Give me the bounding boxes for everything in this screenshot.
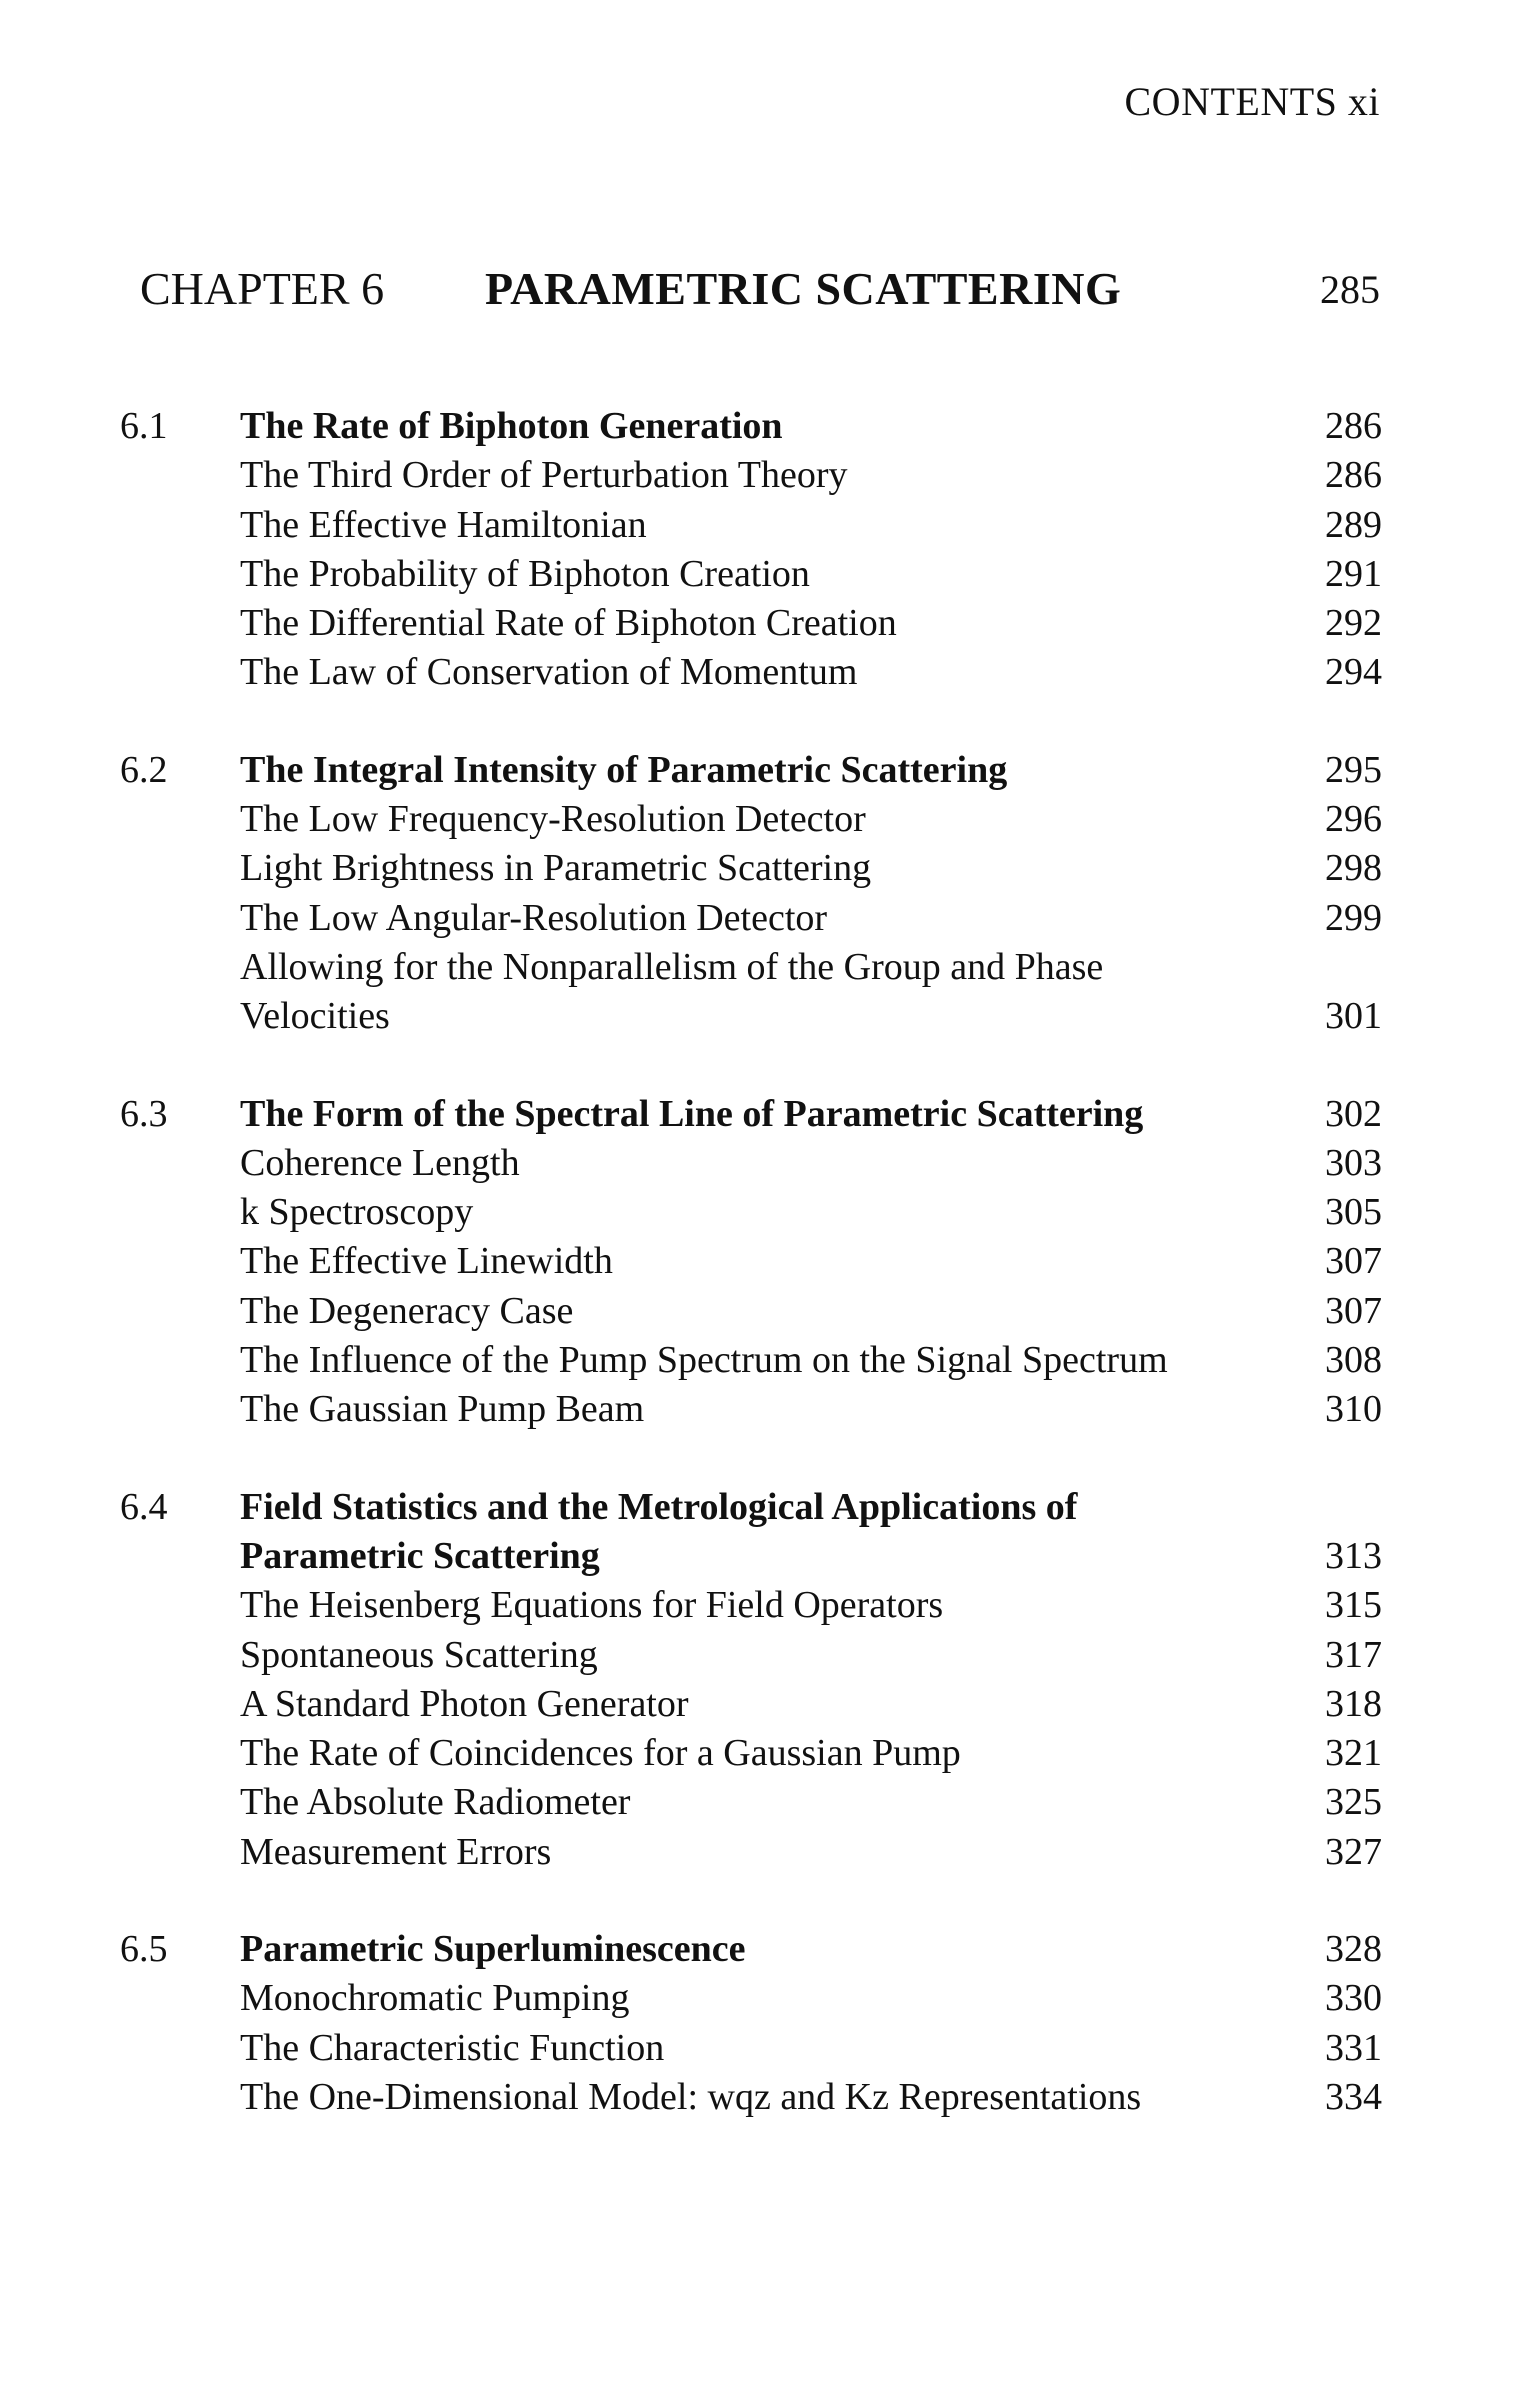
entry-page: 330	[1325, 1977, 1382, 2020]
toc-entry[interactable]	[120, 451, 1382, 500]
toc-entry[interactable]	[120, 844, 1382, 893]
toc-entry[interactable]	[120, 894, 1382, 943]
section-number: 6.1	[120, 405, 168, 447]
toc-entry[interactable]	[120, 1680, 1382, 1729]
toc-entry[interactable]	[120, 501, 1382, 550]
entry-title: The Rate of Biphoton Generation	[240, 405, 783, 447]
section-number: 6.5	[120, 1928, 168, 1971]
section-number: 6.3	[120, 1092, 168, 1135]
section-6-5	[120, 1925, 1382, 2122]
section-number: 6.2	[120, 748, 168, 791]
toc-entry[interactable]	[120, 2024, 1382, 2073]
entry-page: 303	[1325, 1141, 1382, 1184]
entry-title: The Effective Linewidth	[240, 1240, 613, 1283]
entry-title: Coherence Length	[240, 1141, 520, 1184]
entry-title: Spontaneous Scattering	[240, 1633, 598, 1676]
entry-title: k Spectroscopy	[240, 1191, 474, 1234]
entry-page: 291	[1325, 552, 1382, 595]
entry-title: Monochromatic Pumping	[240, 1977, 630, 2020]
toc-entry[interactable]	[120, 992, 1382, 1041]
entry-page: 331	[1325, 2026, 1382, 2069]
toc-entry[interactable]	[120, 599, 1382, 648]
section-heading[interactable]	[120, 1483, 1382, 1532]
entry-page: 296	[1325, 798, 1382, 841]
entry-page: 310	[1325, 1388, 1382, 1431]
entry-page: 299	[1325, 896, 1382, 939]
entry-title: Parametric Scattering	[240, 1534, 600, 1577]
running-head: CONTENTS xi	[1124, 79, 1380, 124]
entry-title: Allowing for the Nonparallelism of the Group and Phase	[240, 945, 1104, 988]
section-6-2	[120, 746, 1382, 1042]
entry-page: 301	[1325, 995, 1382, 1038]
entry-title: Parametric Superluminescence	[240, 1928, 746, 1971]
entry-title: The Integral Intensity of Parametric Scattering	[240, 748, 1008, 791]
section-heading[interactable]	[120, 402, 1382, 451]
toc-entry[interactable]	[120, 1336, 1382, 1385]
toc-entry[interactable]	[120, 1385, 1382, 1434]
toc-entry[interactable]	[120, 648, 1382, 697]
section-heading[interactable]	[120, 746, 1382, 795]
entry-title: The Rate of Coincidences for a Gaussian Pump	[240, 1732, 961, 1775]
entry-page: 308	[1325, 1339, 1382, 1382]
entry-page: 292	[1325, 602, 1382, 645]
entry-title: Light Brightness in Parametric Scattering	[240, 847, 872, 890]
section-6-4	[120, 1483, 1382, 1877]
entry-title: The Gaussian Pump Beam	[240, 1388, 645, 1431]
entry-title: The Low Frequency-Resolution Detector	[240, 798, 866, 841]
entry-title: The Third Order of Perturbation Theory	[240, 454, 848, 497]
entry-page: 294	[1325, 651, 1382, 694]
chapter-page-number: 285	[1320, 267, 1380, 312]
entry-page: 286	[1325, 405, 1382, 447]
entry-page: 295	[1325, 748, 1382, 791]
toc-entry[interactable]	[120, 1237, 1382, 1286]
entry-page: 327	[1325, 1830, 1382, 1873]
entry-page: 328	[1325, 1928, 1382, 1971]
entry-page: 286	[1325, 454, 1382, 497]
chapter-heading	[140, 262, 1380, 322]
toc-entry[interactable]	[120, 1729, 1382, 1778]
toc-entry[interactable]	[120, 1778, 1382, 1827]
chapter-title: PARAMETRIC SCATTERING	[485, 263, 1122, 314]
entry-title: A Standard Photon Generator	[240, 1682, 689, 1725]
section-number: 6.4	[120, 1485, 168, 1528]
entry-title: The Differential Rate of Biphoton Creation	[240, 602, 897, 645]
entry-page: 334	[1325, 2075, 1382, 2118]
entry-page: 289	[1325, 503, 1382, 546]
entry-page: 313	[1325, 1534, 1382, 1577]
toc-entry[interactable]	[120, 1581, 1382, 1630]
entry-title: The Absolute Radiometer	[240, 1781, 631, 1824]
entry-title: Velocities	[240, 995, 390, 1038]
entry-page: 307	[1325, 1240, 1382, 1283]
section-6-1	[120, 402, 1382, 698]
entry-page: 325	[1325, 1781, 1382, 1824]
section-heading-continued[interactable]	[120, 1532, 1382, 1581]
toc-entry[interactable]	[120, 550, 1382, 599]
entry-title: The Influence of the Pump Spectrum on the Signal Spectrum	[240, 1339, 1168, 1382]
section-6-3	[120, 1090, 1382, 1435]
toc-entry[interactable]	[120, 1631, 1382, 1680]
entry-page: 298	[1325, 847, 1382, 890]
entry-page: 307	[1325, 1289, 1382, 1332]
toc-entry[interactable]	[120, 1188, 1382, 1237]
entry-title: Field Statistics and the Metrological Applications of	[240, 1485, 1078, 1528]
entry-title: Measurement Errors	[240, 1830, 552, 1873]
toc-entry[interactable]	[120, 2073, 1382, 2122]
section-heading[interactable]	[120, 1925, 1382, 1974]
entry-title: The Probability of Biphoton Creation	[240, 552, 810, 595]
toc-entry[interactable]	[120, 1139, 1382, 1188]
toc-entry[interactable]	[120, 1287, 1382, 1336]
toc-entry[interactable]	[120, 795, 1382, 844]
entry-page: 315	[1325, 1584, 1382, 1627]
entry-page: 305	[1325, 1191, 1382, 1234]
entry-title: The Law of Conservation of Momentum	[240, 651, 858, 694]
entry-page: 318	[1325, 1682, 1382, 1725]
entry-title: The Low Angular-Resolution Detector	[240, 896, 828, 939]
table-of-contents	[120, 402, 1382, 2170]
toc-entry[interactable]	[120, 943, 1382, 992]
toc-entry[interactable]	[120, 1828, 1382, 1877]
section-heading[interactable]	[120, 1090, 1382, 1139]
entry-title: The Form of the Spectral Line of Parametric Scattering	[240, 1092, 1144, 1135]
entry-page: 302	[1325, 1092, 1382, 1135]
entry-title: The Characteristic Function	[240, 2026, 665, 2069]
toc-entry[interactable]	[120, 1974, 1382, 2023]
chapter-label: CHAPTER 6	[140, 263, 385, 314]
entry-page: 321	[1325, 1732, 1382, 1775]
entry-title: The One-Dimensional Model: wqz and Kz Representations	[240, 2075, 1142, 2118]
entry-title: The Degeneracy Case	[240, 1289, 574, 1332]
entry-title: The Heisenberg Equations for Field Operators	[240, 1584, 944, 1627]
entry-page: 317	[1325, 1633, 1382, 1676]
entry-title: The Effective Hamiltonian	[240, 503, 647, 546]
